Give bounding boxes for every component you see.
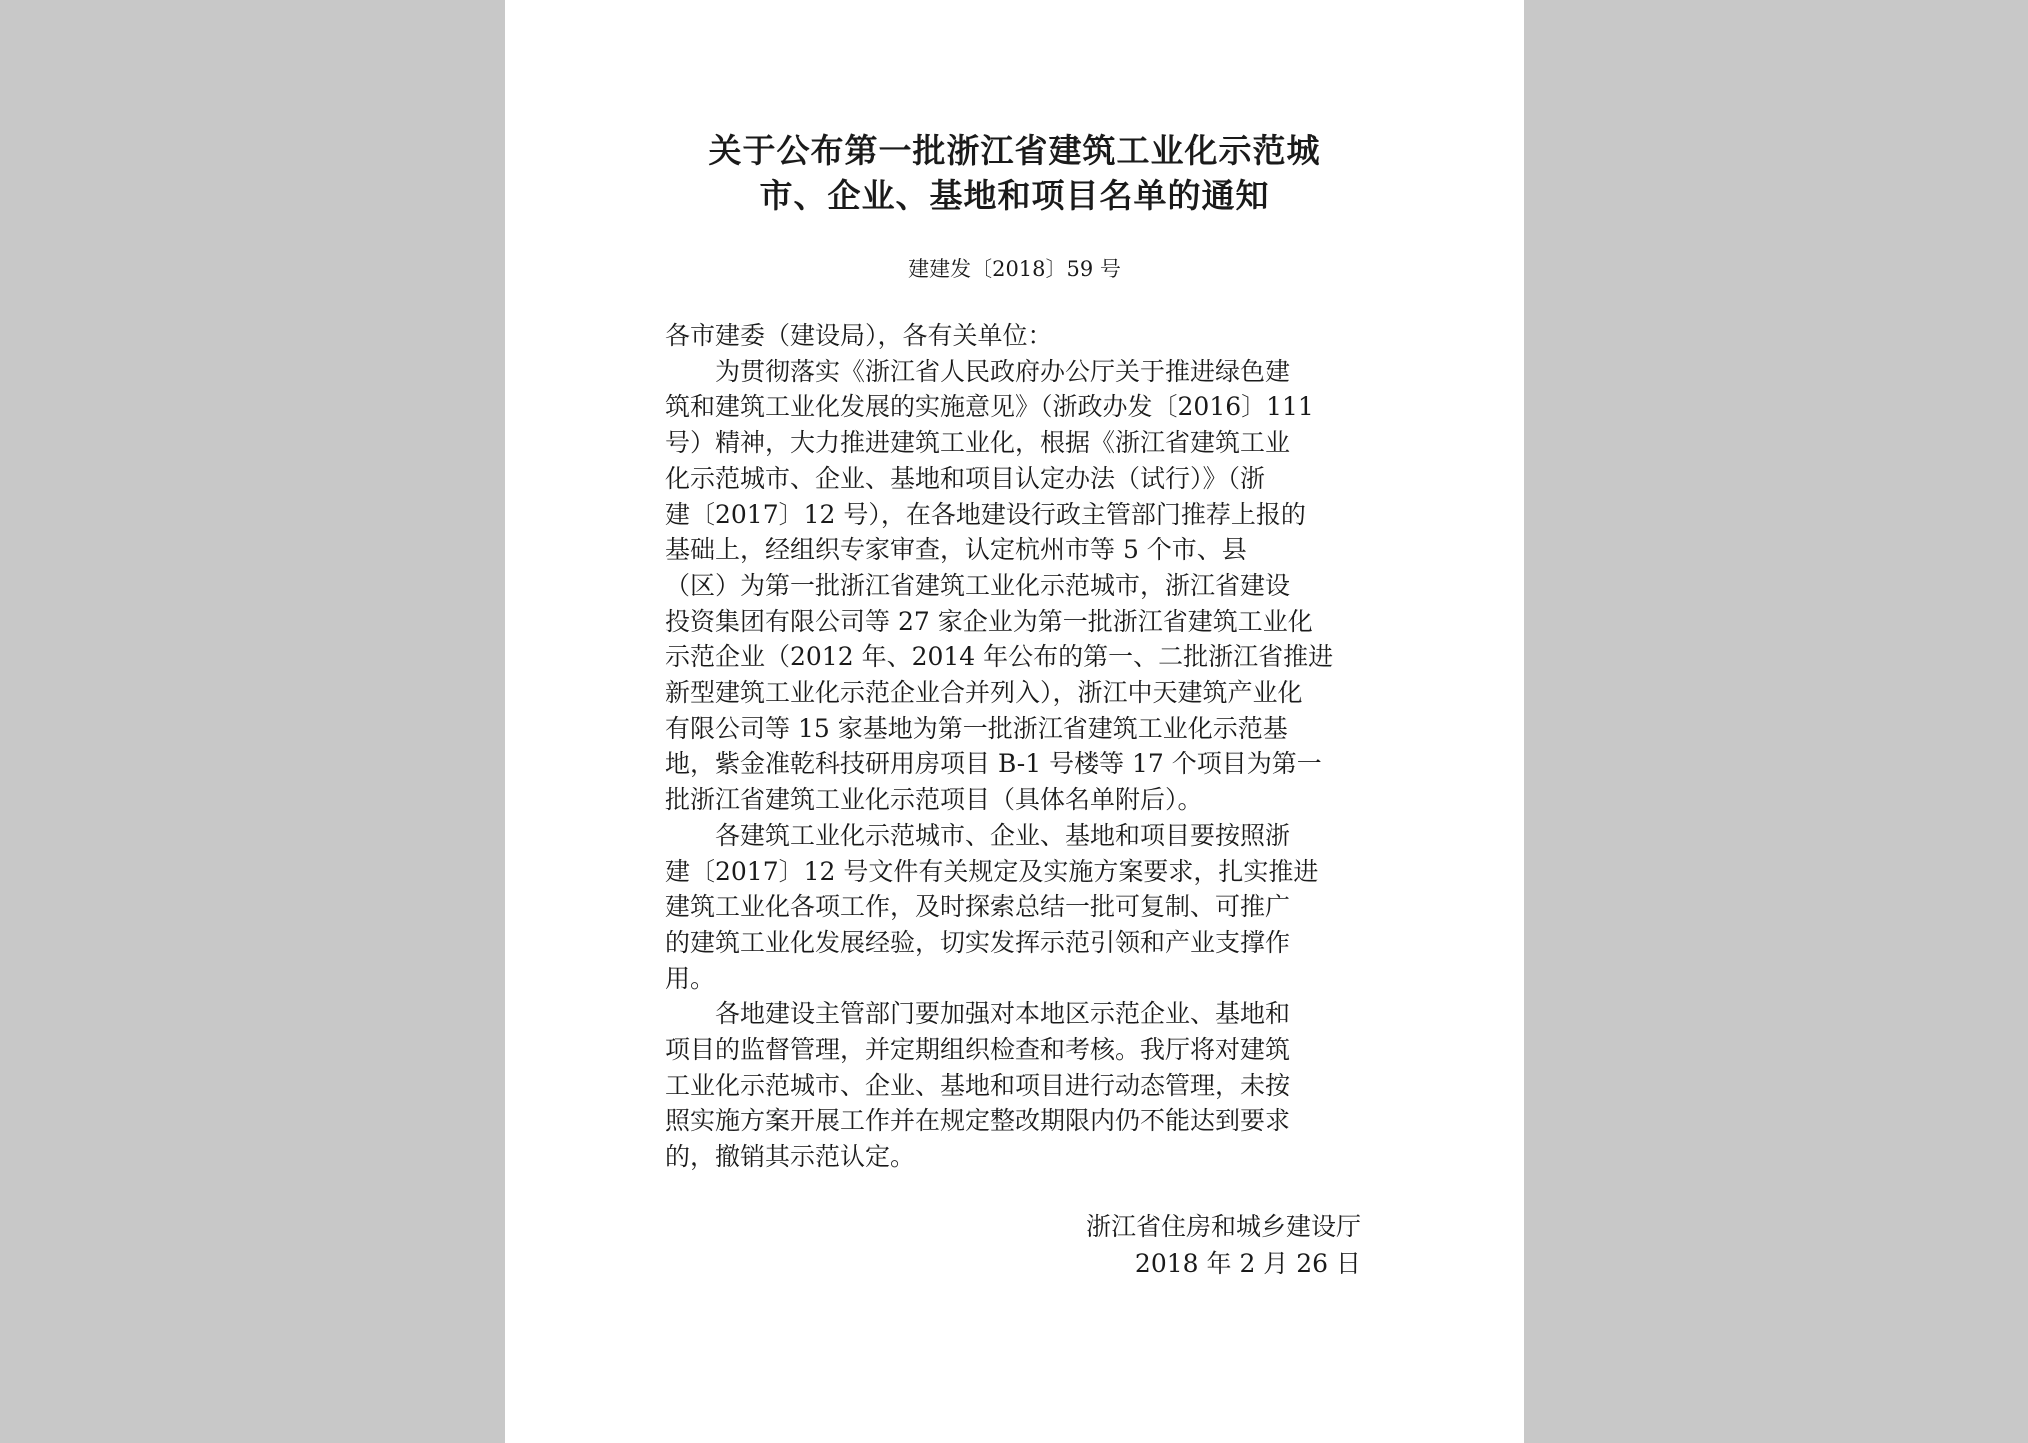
paragraph-2	[665, 818, 1365, 997]
paragraph-line: 有限公司等 15 家基地为第一批浙江省建筑工业化示范基	[665, 713, 1288, 743]
paragraph-line: （区）为第一批浙江省建筑工业化示范城市，浙江省建设	[665, 570, 1291, 600]
paragraph-line: 批浙江省建筑工业化示范项目（具体名单附后）。	[665, 785, 1203, 815]
paragraph-line: 新型建筑工业化示范企业合并列入），浙江中天建筑产业化	[665, 678, 1303, 708]
paragraph-line: 示范企业（2012 年、2014 年公布的第一、二批浙江省推进	[665, 642, 1334, 672]
paragraph-line: 用。	[665, 963, 716, 993]
paragraph-line: 号）精神，大力推进建筑工业化，根据《浙江省建筑工业	[665, 428, 1291, 458]
title-line-1: 关于公布第一批浙江省建筑工业化示范城	[708, 131, 1321, 170]
paragraph-1	[665, 354, 1365, 818]
paragraph-line: 照实施方案开展工作并在规定整改期限内仍不能达到要求	[665, 1106, 1291, 1136]
paragraph-line: 各地建设主管部门要加强对本地区示范企业、基地和	[715, 999, 1291, 1029]
paragraph-3	[665, 996, 1365, 1175]
paragraph-line: 地，紫金准乾科技研用房项目 B-1 号楼等 17 个项目为第一	[665, 749, 1322, 779]
document-number: 建建发〔2018〕59 号	[908, 257, 1121, 281]
paragraph-line: 为贯彻落实《浙江省人民政府办公厅关于推进绿色建	[715, 356, 1291, 386]
title-line-2: 市、企业、基地和项目名单的通知	[759, 176, 1270, 215]
paragraph-line: 的建筑工业化发展经验，切实发挥示范引领和产业支撑作	[665, 927, 1291, 957]
paragraph-line: 建〔2017〕12 号），在各地建设行政主管部门推荐上报的	[665, 499, 1306, 529]
paragraph-line: 化示范城市、企业、基地和项目认定办法（试行）》（浙	[665, 463, 1266, 493]
paragraph-line: 项目的监督管理，并定期组织检查和考核。我厅将对建筑	[665, 1035, 1291, 1065]
issue-date: 2018 年 2 月 26 日	[1134, 1249, 1361, 1278]
paragraph-line: 建〔2017〕12 号文件有关规定及实施方案要求，扎实推进	[665, 856, 1319, 886]
paragraph-line: 投资集团有限公司等 27 家企业为第一批浙江省建筑工业化	[665, 606, 1313, 636]
paragraph-line: 工业化示范城市、企业、基地和项目进行动态管理，未按	[665, 1070, 1291, 1100]
document-page	[505, 0, 1524, 1443]
paragraph-line: 建筑工业化各项工作，及时探索总结一批可复制、可推广	[665, 892, 1291, 922]
paragraph-line: 筑和建筑工业化发展的实施意见》（浙政办发〔2016〕111	[665, 392, 1314, 422]
paragraph-line: 各建筑工业化示范城市、企业、基地和项目要按照浙	[715, 820, 1291, 850]
salutation: 各市建委（建设局），各有关单位：	[665, 321, 1053, 350]
document-body	[665, 318, 1365, 1175]
document-title	[505, 128, 1524, 218]
signature-block	[1086, 1208, 1361, 1282]
paragraph-line: 的，撤销其示范认定。	[665, 1142, 916, 1172]
paragraph-line: 基础上，经组织专家审查，认定杭州市等 5 个市、县	[665, 535, 1247, 565]
issuer: 浙江省住房和城乡建设厅	[1085, 1212, 1361, 1241]
